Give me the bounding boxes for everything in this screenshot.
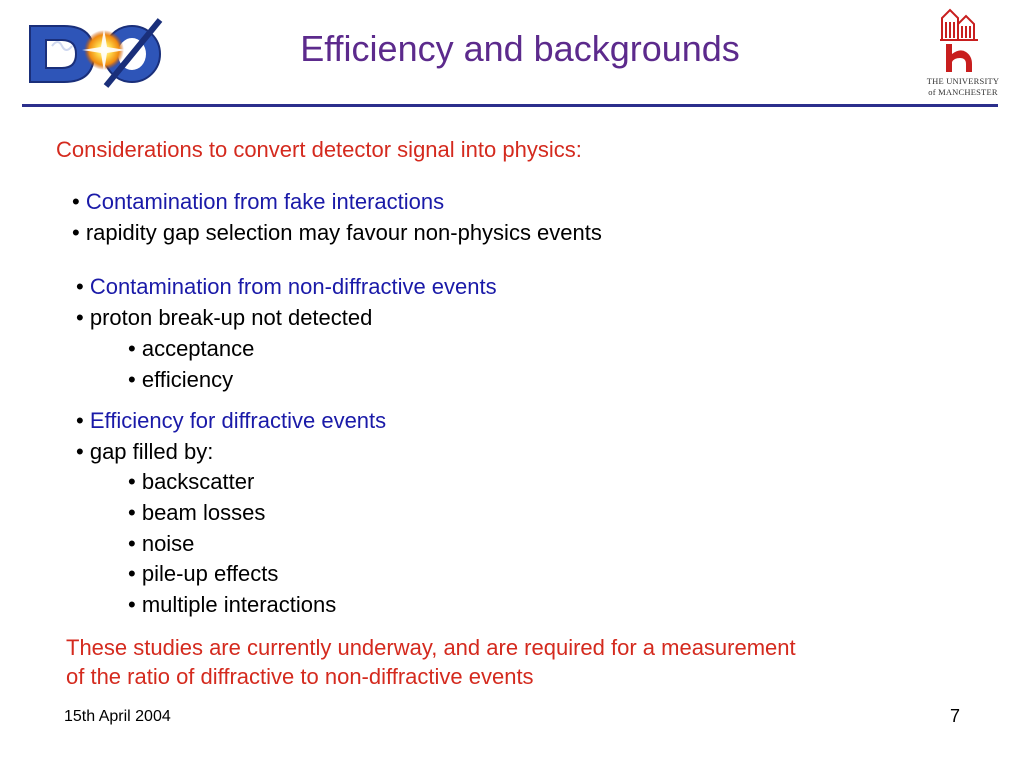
- section1-item-row: [72, 220, 602, 246]
- bullet: •: [76, 439, 84, 464]
- section3-subitem: [128, 500, 265, 526]
- header-divider: [22, 104, 998, 107]
- section2-item: proton break-up not detected: [89, 305, 373, 330]
- bullet: •: [128, 592, 136, 617]
- bullet: •: [76, 274, 84, 299]
- university-logo-line1: THE UNIVERSITY: [926, 76, 1000, 86]
- section3-subitem: [128, 592, 336, 618]
- section2-subitem-text: acceptance: [141, 336, 255, 361]
- bullet: •: [128, 561, 136, 586]
- bullet: •: [128, 469, 136, 494]
- bullet: •: [128, 531, 136, 556]
- section2-subitem: [128, 336, 254, 362]
- bullet: •: [128, 500, 136, 525]
- bullet: •: [128, 367, 136, 392]
- conclusion-line2: of the ratio of diffractive to non-diffractive events: [66, 664, 534, 689]
- conclusion-line1: These studies are currently underway, and are required for a measurement: [66, 635, 796, 660]
- section3-subitem-text: beam losses: [141, 500, 266, 525]
- slide-title: Efficiency and backgrounds: [300, 28, 740, 69]
- university-logo-line2: of MANCHESTER: [928, 87, 998, 97]
- section3-heading: Efficiency for diffractive events: [89, 408, 387, 433]
- section3-subitem: [128, 561, 278, 587]
- section3-subitem-text: noise: [141, 531, 195, 556]
- section3-subitem: [128, 469, 254, 495]
- section2-item-row: [76, 305, 372, 331]
- footer-date: 15th April 2004: [64, 708, 171, 725]
- page-number: 7: [950, 706, 961, 726]
- bullet: •: [76, 408, 84, 433]
- section3-item: gap filled by:: [89, 439, 214, 464]
- university-of-manchester-logo: [920, 6, 1006, 98]
- section2-heading-row: [76, 274, 497, 300]
- section1-heading-row: [72, 189, 444, 215]
- section3-subitem: [128, 531, 194, 557]
- section2-heading: Contamination from non-diffractive events: [89, 274, 497, 299]
- bullet: •: [72, 220, 80, 245]
- bullet: •: [76, 305, 84, 330]
- section1-heading: Contamination from fake interactions: [85, 189, 445, 214]
- section3-heading-row: [76, 408, 386, 434]
- section2-subitem-text: efficiency: [141, 367, 234, 392]
- section3-subitem-text: multiple interactions: [141, 592, 337, 617]
- section3-subitem-text: backscatter: [141, 469, 255, 494]
- section3-item-row: [76, 439, 213, 465]
- bullet: •: [128, 336, 136, 361]
- section1-item: rapidity gap selection may favour non-physics events: [85, 220, 602, 245]
- d0-logo: [26, 12, 166, 92]
- section2-subitem: [128, 367, 233, 393]
- bullet: •: [72, 189, 80, 214]
- section3-subitem-text: pile-up effects: [141, 561, 279, 586]
- intro-text: Considerations to convert detector signal into physics:: [56, 137, 582, 162]
